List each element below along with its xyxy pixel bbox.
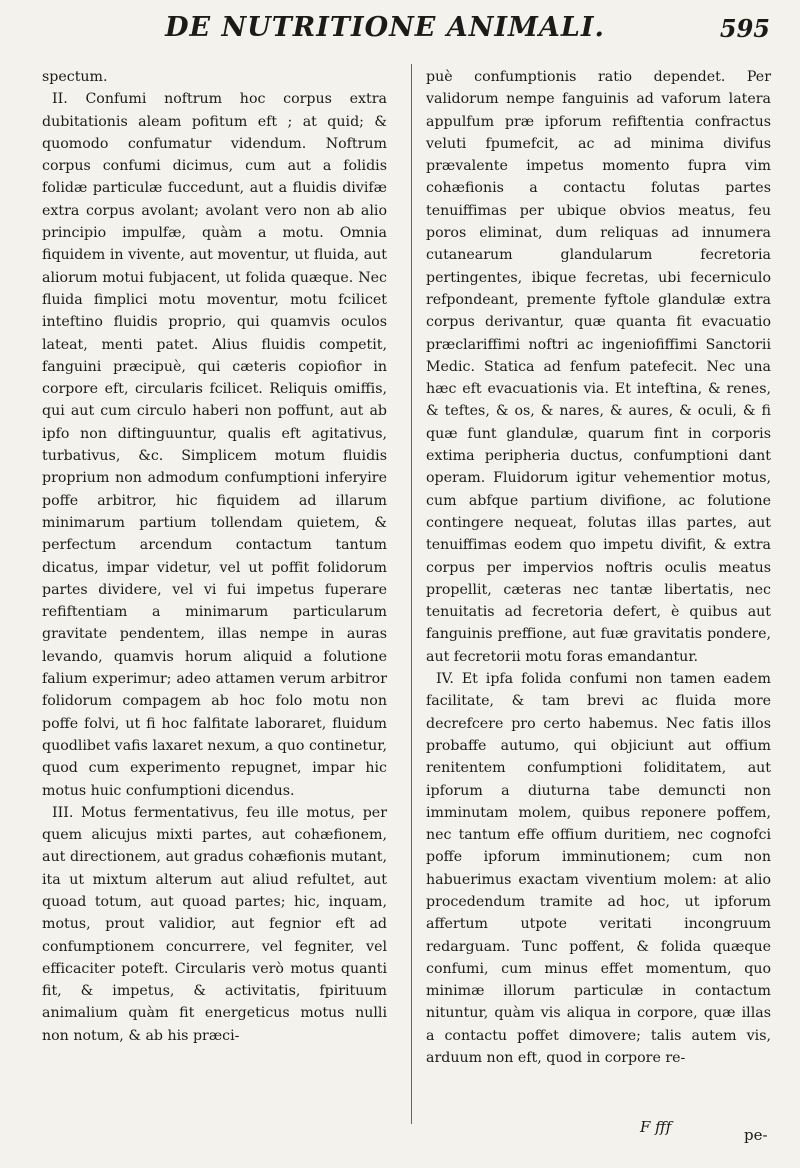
column-divider — [411, 64, 412, 1124]
paragraph: III. Motus fermentativus, feu ille motus, per quem alicujus mixti partes, aut cohæfionem, aut directionem, aut gradus cohæfionis mutant, ita ut mixtum alterum aut aliud refultet, aut quoad totum, aut quoad partes; hic, inquam, motus, prout validior, aut fegnior eft ad confumptionem concurrere, vel fegniter, vel efficaciter poteft. Circularis verò motus quanti fit, & impetus, & activitatis, fpirituum animalium quàm fit energeticus motus nulli non notum, & ab his præci- — [42, 804, 387, 1044]
paragraph: spectum. — [42, 69, 108, 85]
page-header — [0, 0, 800, 70]
paragraph: puè confumptionis ratio dependet. Per validorum nempe fanguinis ad vaforum latera appulfum præ ipforum refiftentia confractus veluti fpumefcit, ac ad minima divifus prævalente impetus momento fupra vim cohæfionis a contactu folutas partes tenuiffimas per ubique obvios meatus, feu poros eliminat, dum reliquas ad innumera cutanearum glandularum fecretoria pertingentes, ibique fecretas, ubi fecerniculo refpondeant, premente fyftole glandulæ extra corpus derivantur, quæ quanta fit evacuatio præclariffimi noftri ac ingeniofiffimi Sanctorii Medic. Statica ad fenfum patefecit. Nec una hæc eft evacuationis via. Et inteftina, & renes, & teftes, & os, & nares, & aures, & oculi, & fi quæ funt glandulæ, quarum fint in corporis extima peripheria ductus, confumptioni dant operam. Fluidorum igitur vehementior motus, cum abfque partium divifione, ac folutione contingere nequeat, folutas illas partes, aut tenuiffimas eodem quo impetu divifit, & extra corpus per impervios noftris oculis meatus propellit, cæteras nec tantæ libertatis, nec tenuitatis ad fecretoria defert, è quibus aut fanguinis preffione, aut fuæ gravitatis pondere, aut fecretorii motu foras emandantur. — [426, 69, 771, 665]
catchword: pe- — [744, 1126, 768, 1144]
signature-mark: F fff — [640, 1118, 672, 1136]
running-title: DE NUTRITIONE ANIMALI. — [165, 12, 605, 43]
paragraph: IV. Et ipfa folida confumi non tamen eadem facilitate, & tam brevi ac fluida more decrefcere pro certo habemus. Nec fatis illos probaffe autumo, qui objiciunt aut offium renitentem confumptioni foliditatem, aut ipforum a diuturna tabe demuncti non imminutam molem, quibus reponere poffem, nec tantum effe offium duritiem, nec cognofci poffe ipforum imminutionem; cum non habuerimus exactam viventium molem: at alio procedendum tramite ad hoc, ut ipforum affertum utpote veritati incongruum redarguam. Tunc poffent, & folida quæque confumi, cum minus effet momentum, quo minimæ illorum particulæ in contactum nituntur, quàm vis aliqua in corpore, quæ illas a contactu poffet dimovere; talis autem vis, arduum non eft, quod in corpore re- — [426, 671, 771, 1067]
left-column — [42, 66, 387, 1047]
paragraph: II. Confumi noftrum hoc corpus extra dubitationis aleam pofitum eft ; at quid; & quomodo confumatur videndum. Noftrum corpus confumi dicimus, cum aut a folidis folidæ particulæ fuccedunt, aut a fluidis divifæ extra corpus avolant; avolant vero non ab alio principio impulfæ, quàm a motu. Omnia fiquidem in vivente, aut moventur, ut fluida, aut aliorum motui fubjacent, ut folida quæque. Nec fluida fimplici motu moventur, motu fcilicet inteftino fluidis proprio, qui quamvis oculos lateat, menti patet. Alius fluidis competit, fanguini præcipuè, qui cæteris copiofior in corpore eft, circularis fcilicet. Reliquis omiffis, qui aut cum circulo haberi non poffunt, aut ab ipfo non diftinguuntur, qualis eft agitativus, turbativus, &c. Simplicem motum fluidis proprium non admodum confumptioni inferyire poffe arbitror, hic fiquidem ad illarum minimarum partium tollendam quietem, & perfectum arcendum contactum tantum dicatus, impar videtur, vel ut poffit folidorum partes dividere, vel vi fui impetus fuperare refiftentiam a minimarum particularum gravitate pendentem, illas nempe in auras levando, quamvis horum aliquid a folutione falium experimur; adeo attamen verum arbitror folidorum compagem ab hoc folo motu non poffe folvi, ut fi hoc falfitate laboraret, fluidum quodlibet vafis laxaret nexum, a quo continetur, quod cum experimento repugnet, impar hic motus huic confumptioni dicendus. — [42, 91, 387, 799]
right-column — [426, 66, 771, 1069]
page-number: 595 — [719, 14, 770, 43]
